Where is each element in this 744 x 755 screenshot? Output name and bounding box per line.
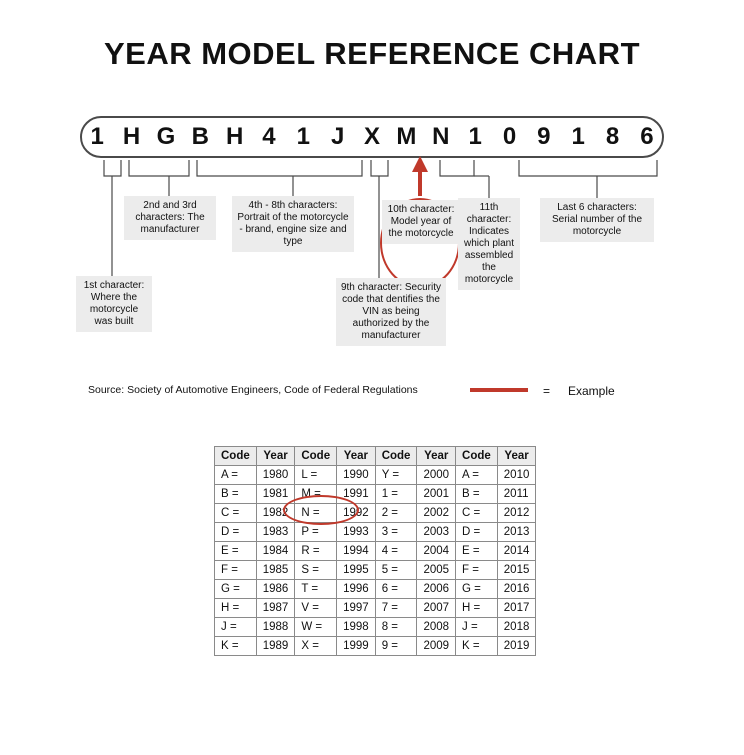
cell-code: 1 = xyxy=(375,485,417,504)
vin-char: G xyxy=(156,123,176,150)
vin-char: 1 xyxy=(296,123,311,150)
cell-code: H = xyxy=(215,599,257,618)
cell-code: E = xyxy=(215,542,257,561)
cell-code: G = xyxy=(215,580,257,599)
cell-year: 2011 xyxy=(497,485,536,504)
cell-code: C = xyxy=(456,504,498,523)
table-row xyxy=(215,466,536,485)
year-code-table xyxy=(214,446,536,656)
vin-char: 0 xyxy=(502,123,517,150)
cell-code: L = xyxy=(295,466,337,485)
cell-year: 2000 xyxy=(417,466,456,485)
cell-year: 1980 xyxy=(256,466,295,485)
cell-year: 2010 xyxy=(497,466,536,485)
cell-code: K = xyxy=(456,637,498,656)
cell-year: 2017 xyxy=(497,599,536,618)
cell-code: J = xyxy=(456,618,498,637)
cell-year: 1985 xyxy=(256,561,295,580)
callout-2nd-3rd-characters: 2nd and 3rd characters: The manufacturer xyxy=(124,196,216,240)
cell-year-highlighted: 1991 xyxy=(337,485,376,504)
vin-char: B xyxy=(191,123,209,150)
callout-1st-character: 1st character: Where the motorcycle was built xyxy=(76,276,152,332)
cell-code: R = xyxy=(295,542,337,561)
cell-year: 2019 xyxy=(497,637,536,656)
column-header: Year xyxy=(417,447,456,466)
vin-char: 4 xyxy=(262,123,276,150)
table-row xyxy=(215,485,536,504)
column-header: Year xyxy=(256,447,295,466)
vin-char: N xyxy=(432,123,450,150)
column-header: Code xyxy=(375,447,417,466)
cell-year: 1984 xyxy=(256,542,295,561)
callout-last-6-characters: Last 6 characters: Serial number of the motorcycle xyxy=(540,198,654,242)
page-title: YEAR MODEL REFERENCE CHART xyxy=(103,36,641,71)
cell-year: 2007 xyxy=(417,599,456,618)
cell-code: 6 = xyxy=(375,580,417,599)
cell-code: F = xyxy=(215,561,257,580)
vin-char-10th: M xyxy=(396,123,417,150)
column-header: Year xyxy=(497,447,536,466)
cell-code: D = xyxy=(215,523,257,542)
cell-year: 1996 xyxy=(337,580,376,599)
cell-code: 8 = xyxy=(375,618,417,637)
cell-year: 2012 xyxy=(497,504,536,523)
table-row xyxy=(215,637,536,656)
column-header: Code xyxy=(295,447,337,466)
cell-code: K = xyxy=(215,637,257,656)
cell-code: P = xyxy=(295,523,337,542)
table-row xyxy=(215,542,536,561)
table-row xyxy=(215,618,536,637)
vin-char: J xyxy=(331,123,345,150)
cell-year: 2001 xyxy=(417,485,456,504)
cell-code: S = xyxy=(295,561,337,580)
cell-code: A = xyxy=(456,466,498,485)
cell-code: 3 = xyxy=(375,523,417,542)
cell-code: B = xyxy=(456,485,498,504)
cell-year: 1981 xyxy=(256,485,295,504)
cell-code: J = xyxy=(215,618,257,637)
cell-code: 2 = xyxy=(375,504,417,523)
cell-year: 2006 xyxy=(417,580,456,599)
cell-code: A = xyxy=(215,466,257,485)
cell-year: 1993 xyxy=(337,523,376,542)
cell-year: 2016 xyxy=(497,580,536,599)
cell-year: 2004 xyxy=(417,542,456,561)
vin-char: 6 xyxy=(640,123,654,150)
column-header: Code xyxy=(456,447,498,466)
cell-code: Y = xyxy=(375,466,417,485)
table-row xyxy=(215,523,536,542)
cell-code: 9 = xyxy=(375,637,417,656)
cell-year: 2002 xyxy=(417,504,456,523)
callout-10th-character: 10th character: Model year of the motorcycle xyxy=(382,200,460,244)
cell-code: B = xyxy=(215,485,257,504)
cell-code: G = xyxy=(456,580,498,599)
cell-year: 2003 xyxy=(417,523,456,542)
cell-year: 1987 xyxy=(256,599,295,618)
vin-char: 8 xyxy=(605,123,620,150)
cell-year: 2009 xyxy=(417,637,456,656)
cell-code: 7 = xyxy=(375,599,417,618)
cell-year: 1994 xyxy=(337,542,376,561)
cell-code: T = xyxy=(295,580,337,599)
vin-char: 1 xyxy=(468,123,482,150)
cell-year: 1988 xyxy=(256,618,295,637)
cell-code: V = xyxy=(295,599,337,618)
table-header-row xyxy=(215,447,536,466)
callout-4th-8th-characters: 4th - 8th characters: Portrait of the motorcycle - brand, engine size and type xyxy=(232,196,354,252)
callout-9th-character: 9th character: Security code that dentifies the VIN as being authorized by the manufacturer xyxy=(336,278,446,346)
cell-code: 5 = xyxy=(375,561,417,580)
cell-year: 1982 xyxy=(256,504,295,523)
table-row xyxy=(215,580,536,599)
source-note: Source: Society of Automotive Engineers, Code of Federal Regulations xyxy=(88,384,418,396)
vin-char: H xyxy=(225,123,244,150)
cell-code: 4 = xyxy=(375,542,417,561)
cell-code-highlighted: M = xyxy=(295,485,337,504)
cell-year: 2008 xyxy=(417,618,456,637)
table-row xyxy=(215,561,536,580)
cell-year: 2018 xyxy=(497,618,536,637)
cell-year: 1986 xyxy=(256,580,295,599)
legend-equals: = xyxy=(543,384,551,398)
cell-year: 2013 xyxy=(497,523,536,542)
cell-code: W = xyxy=(295,618,337,637)
cell-year: 1998 xyxy=(337,618,376,637)
cell-year: 2005 xyxy=(417,561,456,580)
table-row xyxy=(215,504,536,523)
cell-year: 2015 xyxy=(497,561,536,580)
cell-code: F = xyxy=(456,561,498,580)
callout-11th-character: 11th character: Indicates which plant assembled the motorcycle xyxy=(458,198,520,290)
cell-year: 1983 xyxy=(256,523,295,542)
vin-char: 9 xyxy=(537,123,551,150)
column-header: Year xyxy=(337,447,376,466)
table-row xyxy=(215,599,536,618)
vin-char: X xyxy=(364,123,381,150)
cell-year: 1999 xyxy=(337,637,376,656)
vin-char: 1 xyxy=(571,123,585,150)
column-header: Code xyxy=(215,447,257,466)
vin-char: H xyxy=(122,123,141,150)
vin-string xyxy=(80,116,664,158)
cell-year: 1995 xyxy=(337,561,376,580)
cell-year: 1997 xyxy=(337,599,376,618)
cell-code: D = xyxy=(456,523,498,542)
cell-code: H = xyxy=(456,599,498,618)
cell-code: C = xyxy=(215,504,257,523)
cell-year: 2014 xyxy=(497,542,536,561)
cell-code: X = xyxy=(295,637,337,656)
legend-example-label: Example xyxy=(568,384,615,398)
cell-year: 1989 xyxy=(256,637,295,656)
cell-code: E = xyxy=(456,542,498,561)
cell-year: 1992 xyxy=(337,504,376,523)
cell-year: 1990 xyxy=(337,466,376,485)
vin-char: 1 xyxy=(90,123,104,150)
cell-code: N = xyxy=(295,504,337,523)
